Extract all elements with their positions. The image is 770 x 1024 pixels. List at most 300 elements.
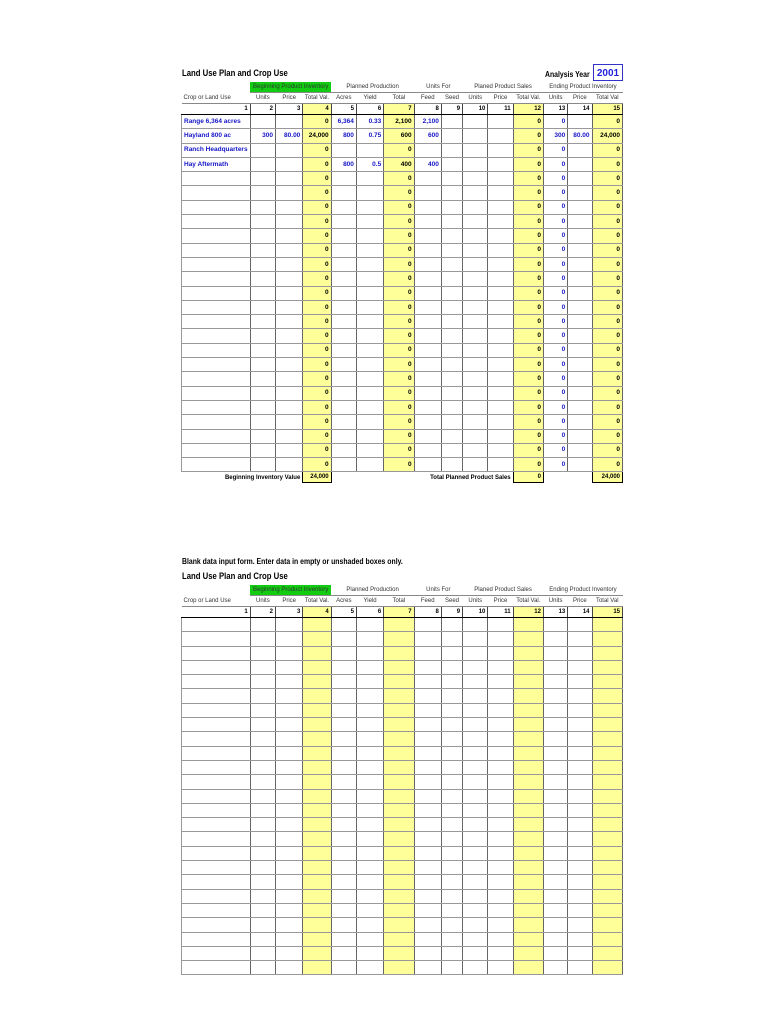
table-cell[interactable]	[414, 875, 441, 889]
crop-name-cell[interactable]	[182, 675, 251, 689]
table-cell[interactable]	[488, 286, 513, 300]
crop-name-cell[interactable]	[182, 861, 251, 875]
table-cell[interactable]: 300	[543, 129, 567, 143]
table-cell[interactable]	[331, 618, 356, 632]
table-cell[interactable]	[488, 903, 513, 917]
table-cell[interactable]	[414, 775, 441, 789]
table-cell[interactable]	[250, 618, 275, 632]
table-cell[interactable]	[276, 143, 303, 157]
table-cell[interactable]	[250, 918, 275, 932]
table-cell[interactable]	[543, 846, 567, 860]
crop-name-cell[interactable]	[182, 818, 251, 832]
table-cell[interactable]	[568, 400, 592, 414]
table-cell[interactable]	[356, 458, 383, 472]
table-cell[interactable]	[441, 760, 462, 774]
table-cell[interactable]	[414, 846, 441, 860]
table-cell[interactable]	[463, 675, 488, 689]
table-cell[interactable]	[488, 632, 513, 646]
table-cell[interactable]	[331, 429, 356, 443]
crop-name-cell[interactable]	[182, 200, 251, 214]
table-cell[interactable]	[414, 703, 441, 717]
table-cell[interactable]	[463, 286, 488, 300]
table-cell[interactable]	[356, 832, 383, 846]
table-cell[interactable]	[441, 215, 462, 229]
table-cell[interactable]	[463, 632, 488, 646]
table-cell[interactable]	[250, 429, 275, 443]
table-cell[interactable]	[568, 646, 592, 660]
table-cell[interactable]	[356, 703, 383, 717]
table-cell[interactable]: 0	[543, 300, 567, 314]
table-cell[interactable]	[250, 732, 275, 746]
crop-name-cell[interactable]	[182, 932, 251, 946]
table-cell[interactable]	[463, 646, 488, 660]
table-cell[interactable]	[414, 343, 441, 357]
table-cell[interactable]: 300	[250, 129, 275, 143]
table-cell[interactable]	[331, 689, 356, 703]
table-cell[interactable]: 0	[543, 229, 567, 243]
table-cell[interactable]	[414, 803, 441, 817]
table-cell[interactable]	[276, 443, 303, 457]
crop-name-cell[interactable]	[182, 746, 251, 760]
table-cell[interactable]	[356, 186, 383, 200]
table-cell[interactable]	[441, 157, 462, 171]
table-cell[interactable]	[276, 429, 303, 443]
table-cell[interactable]	[356, 372, 383, 386]
table-cell[interactable]	[276, 157, 303, 171]
crop-name-cell[interactable]	[182, 760, 251, 774]
table-cell[interactable]	[414, 400, 441, 414]
crop-name-cell[interactable]	[182, 875, 251, 889]
table-cell[interactable]	[488, 932, 513, 946]
table-cell[interactable]	[331, 718, 356, 732]
table-cell[interactable]	[543, 861, 567, 875]
table-cell[interactable]	[543, 789, 567, 803]
table-cell[interactable]	[414, 932, 441, 946]
table-cell[interactable]	[276, 889, 303, 903]
table-cell[interactable]	[331, 632, 356, 646]
table-cell[interactable]	[276, 818, 303, 832]
table-cell[interactable]	[250, 961, 275, 975]
table-cell[interactable]	[276, 315, 303, 329]
crop-name-cell[interactable]	[182, 846, 251, 860]
table-cell[interactable]	[414, 200, 441, 214]
table-cell[interactable]	[488, 400, 513, 414]
table-cell[interactable]	[331, 243, 356, 257]
table-cell[interactable]	[463, 760, 488, 774]
table-cell[interactable]	[543, 803, 567, 817]
table-cell[interactable]	[463, 775, 488, 789]
table-cell[interactable]	[488, 875, 513, 889]
table-cell[interactable]	[463, 400, 488, 414]
table-cell[interactable]	[441, 746, 462, 760]
table-cell[interactable]	[276, 861, 303, 875]
table-cell[interactable]	[441, 703, 462, 717]
table-cell[interactable]	[250, 215, 275, 229]
table-cell[interactable]	[463, 215, 488, 229]
table-cell[interactable]	[568, 660, 592, 674]
table-cell[interactable]	[356, 329, 383, 343]
table-cell[interactable]	[488, 946, 513, 960]
table-cell[interactable]	[488, 789, 513, 803]
table-cell[interactable]	[414, 903, 441, 917]
table-cell[interactable]: 0	[543, 443, 567, 457]
table-cell[interactable]	[568, 257, 592, 271]
table-cell[interactable]	[488, 157, 513, 171]
table-cell[interactable]	[356, 789, 383, 803]
table-cell[interactable]	[441, 315, 462, 329]
table-cell[interactable]	[441, 803, 462, 817]
table-cell[interactable]	[414, 229, 441, 243]
table-cell[interactable]	[414, 760, 441, 774]
table-cell[interactable]	[568, 618, 592, 632]
table-cell[interactable]	[414, 358, 441, 372]
table-cell[interactable]	[414, 632, 441, 646]
table-cell[interactable]	[356, 272, 383, 286]
crop-name-cell[interactable]	[182, 458, 251, 472]
table-cell[interactable]: 0	[543, 157, 567, 171]
table-cell[interactable]	[441, 903, 462, 917]
table-cell[interactable]	[250, 903, 275, 917]
table-cell[interactable]	[276, 329, 303, 343]
table-cell[interactable]	[414, 458, 441, 472]
table-cell[interactable]: 0.33	[356, 115, 383, 129]
table-cell[interactable]	[441, 257, 462, 271]
table-cell[interactable]	[414, 372, 441, 386]
table-cell[interactable]	[250, 315, 275, 329]
table-cell[interactable]: 0	[543, 429, 567, 443]
table-cell[interactable]	[356, 343, 383, 357]
table-cell[interactable]	[250, 818, 275, 832]
table-cell[interactable]	[276, 186, 303, 200]
table-cell[interactable]	[276, 846, 303, 860]
table-cell[interactable]	[488, 861, 513, 875]
table-cell[interactable]	[331, 372, 356, 386]
crop-name-cell[interactable]: Hay Aftermath	[182, 157, 251, 171]
table-cell[interactable]	[356, 143, 383, 157]
table-cell[interactable]	[463, 429, 488, 443]
crop-name-cell[interactable]	[182, 789, 251, 803]
table-cell[interactable]	[488, 257, 513, 271]
table-cell[interactable]	[543, 832, 567, 846]
table-cell[interactable]	[463, 732, 488, 746]
table-cell[interactable]	[414, 429, 441, 443]
crop-name-cell[interactable]	[182, 415, 251, 429]
table-cell[interactable]	[441, 789, 462, 803]
table-cell[interactable]	[441, 272, 462, 286]
table-cell[interactable]	[276, 875, 303, 889]
table-cell[interactable]	[331, 172, 356, 186]
table-cell[interactable]	[250, 746, 275, 760]
table-cell[interactable]	[276, 386, 303, 400]
table-cell[interactable]	[463, 272, 488, 286]
table-cell[interactable]	[568, 300, 592, 314]
table-cell[interactable]	[441, 229, 462, 243]
table-cell[interactable]	[356, 961, 383, 975]
table-cell[interactable]: 400	[414, 157, 441, 171]
table-cell[interactable]	[568, 143, 592, 157]
table-cell[interactable]: 0	[543, 372, 567, 386]
table-cell[interactable]	[414, 789, 441, 803]
table-cell[interactable]	[250, 946, 275, 960]
table-cell[interactable]	[441, 429, 462, 443]
table-cell[interactable]	[250, 632, 275, 646]
table-cell[interactable]	[414, 300, 441, 314]
table-cell[interactable]	[276, 718, 303, 732]
table-cell[interactable]	[441, 386, 462, 400]
crop-name-cell[interactable]	[182, 286, 251, 300]
crop-name-cell[interactable]	[182, 272, 251, 286]
table-cell[interactable]	[463, 961, 488, 975]
table-cell[interactable]: 0	[543, 172, 567, 186]
table-cell[interactable]	[488, 372, 513, 386]
table-cell[interactable]	[568, 429, 592, 443]
table-cell[interactable]	[250, 760, 275, 774]
table-cell[interactable]	[463, 458, 488, 472]
table-cell[interactable]	[568, 115, 592, 129]
table-cell[interactable]	[276, 286, 303, 300]
table-cell[interactable]	[463, 618, 488, 632]
table-cell[interactable]	[441, 832, 462, 846]
table-cell[interactable]: 0.75	[356, 129, 383, 143]
table-cell[interactable]	[543, 760, 567, 774]
table-cell[interactable]	[414, 660, 441, 674]
table-cell[interactable]	[543, 689, 567, 703]
table-cell[interactable]	[441, 961, 462, 975]
crop-name-cell[interactable]	[182, 832, 251, 846]
table-cell[interactable]	[441, 861, 462, 875]
table-cell[interactable]	[250, 932, 275, 946]
table-cell[interactable]	[568, 443, 592, 457]
table-cell[interactable]	[250, 329, 275, 343]
table-cell[interactable]	[250, 400, 275, 414]
table-cell[interactable]	[463, 172, 488, 186]
table-cell[interactable]	[488, 115, 513, 129]
table-cell[interactable]: 0	[543, 257, 567, 271]
table-cell[interactable]	[463, 946, 488, 960]
table-cell[interactable]	[568, 932, 592, 946]
table-cell[interactable]	[250, 689, 275, 703]
table-cell[interactable]	[356, 443, 383, 457]
table-cell[interactable]	[543, 646, 567, 660]
table-cell[interactable]	[331, 329, 356, 343]
table-cell[interactable]	[414, 818, 441, 832]
table-cell[interactable]	[441, 143, 462, 157]
table-cell[interactable]	[463, 115, 488, 129]
crop-name-cell[interactable]	[182, 803, 251, 817]
table-cell[interactable]	[463, 875, 488, 889]
table-cell[interactable]	[276, 400, 303, 414]
crop-name-cell[interactable]	[182, 343, 251, 357]
table-cell[interactable]	[543, 732, 567, 746]
crop-name-cell[interactable]	[182, 946, 251, 960]
table-cell[interactable]	[276, 172, 303, 186]
table-cell[interactable]	[414, 832, 441, 846]
table-cell[interactable]	[356, 315, 383, 329]
table-cell[interactable]	[441, 358, 462, 372]
table-cell[interactable]	[488, 443, 513, 457]
table-cell[interactable]	[331, 760, 356, 774]
table-cell[interactable]	[276, 632, 303, 646]
table-cell[interactable]	[276, 229, 303, 243]
table-cell[interactable]	[463, 157, 488, 171]
table-cell[interactable]	[463, 832, 488, 846]
table-cell[interactable]	[463, 660, 488, 674]
crop-name-cell[interactable]	[182, 618, 251, 632]
table-cell[interactable]	[441, 718, 462, 732]
table-cell[interactable]	[331, 286, 356, 300]
table-cell[interactable]	[441, 286, 462, 300]
table-cell[interactable]	[331, 775, 356, 789]
table-cell[interactable]	[250, 343, 275, 357]
table-cell[interactable]	[356, 846, 383, 860]
table-cell[interactable]	[488, 329, 513, 343]
table-cell[interactable]	[276, 646, 303, 660]
table-cell[interactable]	[414, 918, 441, 932]
table-cell[interactable]	[356, 775, 383, 789]
table-cell[interactable]	[441, 675, 462, 689]
table-cell[interactable]	[356, 286, 383, 300]
table-cell[interactable]	[463, 386, 488, 400]
table-cell[interactable]	[463, 846, 488, 860]
table-cell[interactable]	[250, 172, 275, 186]
table-cell[interactable]	[331, 932, 356, 946]
table-cell[interactable]	[276, 300, 303, 314]
table-cell[interactable]	[331, 846, 356, 860]
table-cell[interactable]	[463, 229, 488, 243]
table-cell[interactable]	[250, 889, 275, 903]
table-cell[interactable]	[276, 200, 303, 214]
table-cell[interactable]	[488, 200, 513, 214]
table-cell[interactable]	[441, 415, 462, 429]
table-cell[interactable]	[331, 961, 356, 975]
table-cell[interactable]	[441, 186, 462, 200]
table-cell[interactable]	[331, 889, 356, 903]
table-cell[interactable]	[356, 760, 383, 774]
table-cell[interactable]	[568, 186, 592, 200]
table-cell[interactable]	[250, 846, 275, 860]
table-cell[interactable]	[331, 200, 356, 214]
table-cell[interactable]: 80.00	[568, 129, 592, 143]
table-cell[interactable]	[543, 703, 567, 717]
table-cell[interactable]	[463, 703, 488, 717]
table-cell[interactable]	[356, 689, 383, 703]
table-cell[interactable]	[568, 732, 592, 746]
table-cell[interactable]	[356, 932, 383, 946]
table-cell[interactable]	[331, 675, 356, 689]
table-cell[interactable]	[441, 875, 462, 889]
table-cell[interactable]	[568, 458, 592, 472]
table-cell[interactable]: 0	[543, 458, 567, 472]
table-cell[interactable]	[488, 961, 513, 975]
table-cell[interactable]	[356, 889, 383, 903]
crop-name-cell[interactable]	[182, 918, 251, 932]
table-cell[interactable]	[276, 789, 303, 803]
table-cell[interactable]	[331, 343, 356, 357]
table-cell[interactable]	[356, 803, 383, 817]
table-cell[interactable]: 0	[543, 200, 567, 214]
table-cell[interactable]	[463, 443, 488, 457]
table-cell[interactable]	[414, 386, 441, 400]
table-cell[interactable]	[441, 243, 462, 257]
table-cell[interactable]	[568, 272, 592, 286]
table-cell[interactable]	[441, 946, 462, 960]
table-cell[interactable]	[543, 889, 567, 903]
table-cell[interactable]	[543, 660, 567, 674]
table-cell[interactable]	[331, 257, 356, 271]
table-cell[interactable]	[543, 903, 567, 917]
table-cell[interactable]	[441, 646, 462, 660]
table-cell[interactable]	[356, 300, 383, 314]
crop-name-cell[interactable]: Range 6,364 acres	[182, 115, 251, 129]
table-cell[interactable]	[414, 618, 441, 632]
table-cell[interactable]: 0	[543, 400, 567, 414]
table-cell[interactable]	[250, 243, 275, 257]
table-cell[interactable]	[441, 918, 462, 932]
table-cell[interactable]	[276, 760, 303, 774]
table-cell[interactable]	[356, 429, 383, 443]
crop-name-cell[interactable]	[182, 703, 251, 717]
crop-name-cell[interactable]	[182, 315, 251, 329]
crop-name-cell[interactable]	[182, 961, 251, 975]
table-cell[interactable]	[250, 358, 275, 372]
crop-name-cell[interactable]	[182, 660, 251, 674]
table-cell[interactable]: 0	[543, 215, 567, 229]
table-cell[interactable]	[250, 803, 275, 817]
crop-name-cell[interactable]	[182, 718, 251, 732]
table-cell[interactable]	[463, 803, 488, 817]
table-cell[interactable]	[568, 961, 592, 975]
crop-name-cell[interactable]	[182, 386, 251, 400]
table-cell[interactable]	[568, 315, 592, 329]
table-cell[interactable]: 600	[414, 129, 441, 143]
table-cell[interactable]	[568, 229, 592, 243]
table-cell[interactable]	[250, 257, 275, 271]
table-cell[interactable]	[331, 386, 356, 400]
table-cell[interactable]: 0	[543, 415, 567, 429]
table-cell[interactable]	[568, 875, 592, 889]
table-cell[interactable]	[356, 243, 383, 257]
table-cell[interactable]	[356, 200, 383, 214]
table-cell[interactable]	[488, 675, 513, 689]
table-cell[interactable]	[331, 186, 356, 200]
crop-name-cell[interactable]	[182, 329, 251, 343]
table-cell[interactable]	[276, 257, 303, 271]
crop-name-cell[interactable]	[182, 646, 251, 660]
table-cell[interactable]	[250, 660, 275, 674]
table-cell[interactable]	[331, 946, 356, 960]
crop-name-cell[interactable]	[182, 243, 251, 257]
table-cell[interactable]	[331, 358, 356, 372]
table-cell[interactable]	[488, 803, 513, 817]
table-cell[interactable]	[568, 172, 592, 186]
crop-name-cell[interactable]	[182, 300, 251, 314]
crop-name-cell[interactable]	[182, 257, 251, 271]
table-cell[interactable]	[276, 689, 303, 703]
table-cell[interactable]	[488, 343, 513, 357]
table-cell[interactable]	[276, 832, 303, 846]
crop-name-cell[interactable]	[182, 903, 251, 917]
table-cell[interactable]	[331, 300, 356, 314]
table-cell[interactable]	[250, 718, 275, 732]
table-cell[interactable]	[331, 875, 356, 889]
table-cell[interactable]	[488, 172, 513, 186]
crop-name-cell[interactable]	[182, 358, 251, 372]
table-cell[interactable]	[276, 660, 303, 674]
crop-name-cell[interactable]	[182, 229, 251, 243]
table-cell[interactable]	[568, 200, 592, 214]
table-cell[interactable]	[250, 229, 275, 243]
table-cell[interactable]	[276, 732, 303, 746]
